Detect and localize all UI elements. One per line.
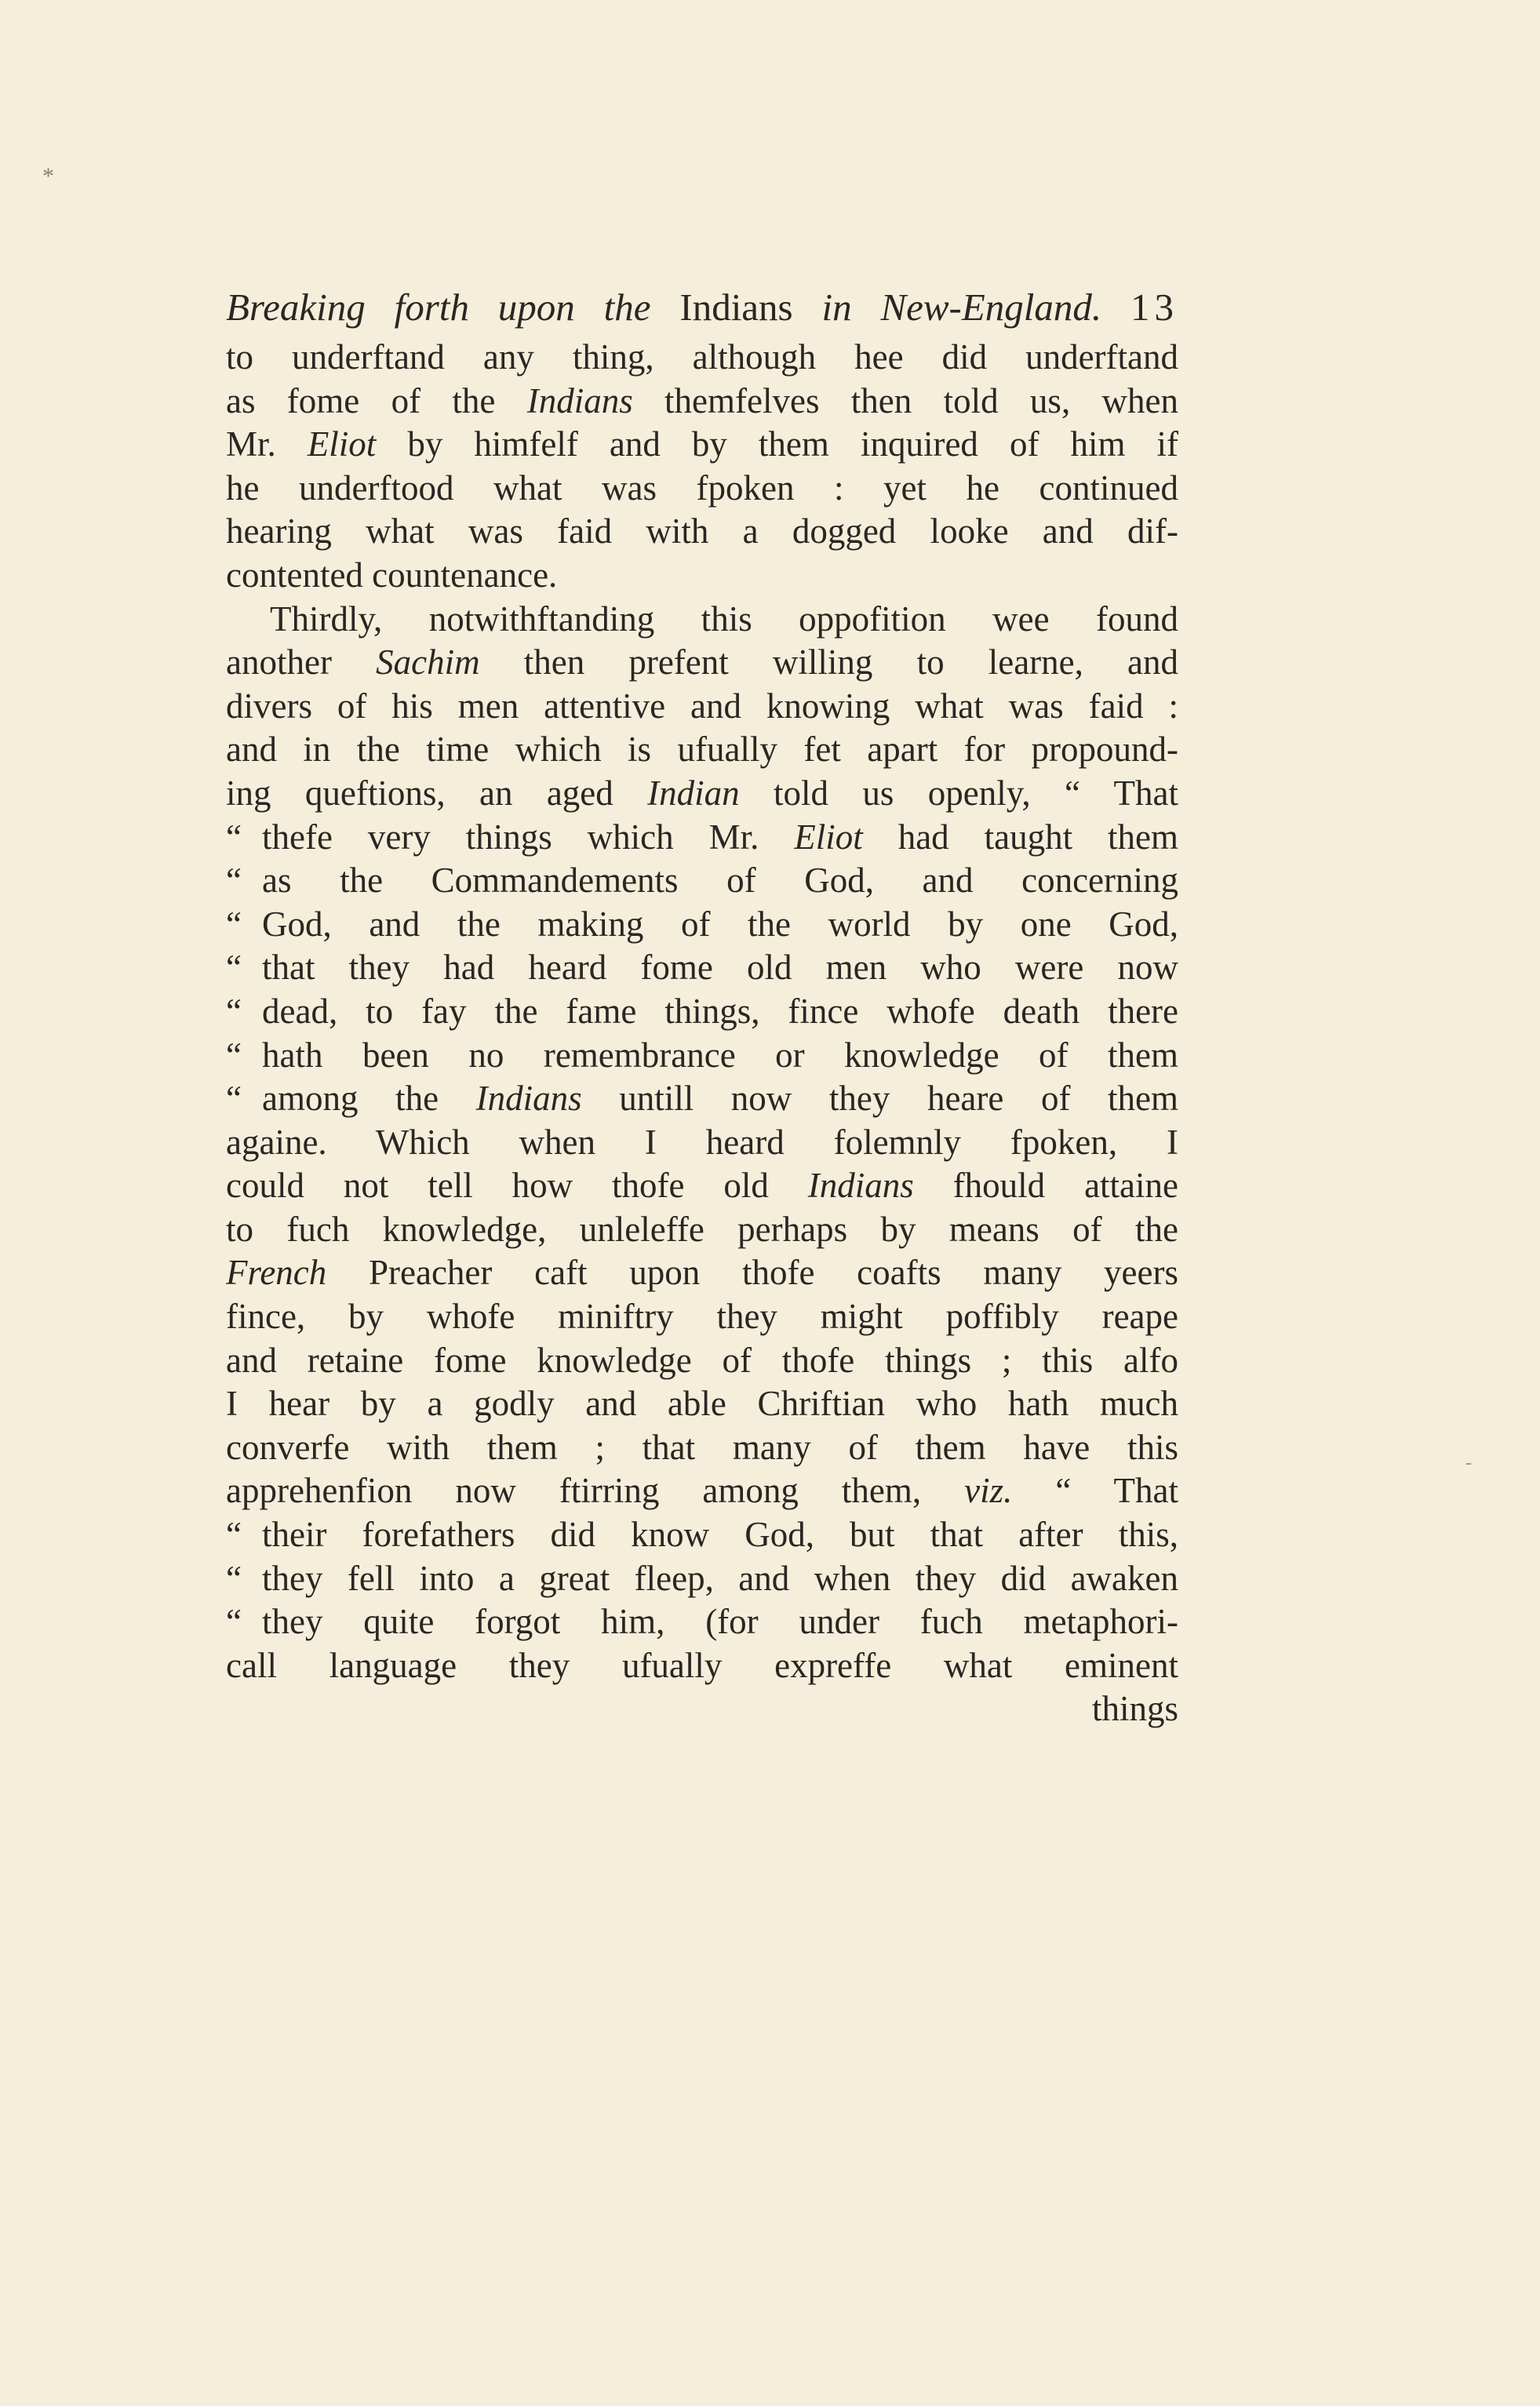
text-segment: that they had heard fome old men who were now <box>262 948 1178 988</box>
italic-term: Indians <box>807 1166 914 1206</box>
text-line <box>226 1513 1178 1557</box>
text-line <box>226 1034 1178 1078</box>
text-segment: God, and the making of the world by one God, <box>262 904 1178 944</box>
catchword: things <box>1091 1689 1178 1729</box>
body-text <box>226 336 1178 1687</box>
text-segment: and retaine fome knowledge of thofe things ; this alfo <box>226 1340 1178 1380</box>
text-segment: converfe with them ; that many of them have this <box>226 1427 1178 1467</box>
text-segment: to underftand any thing, although hee did underftand <box>226 337 1178 377</box>
running-head <box>226 279 1178 336</box>
text-segment: ing queftions, an aged <box>226 773 648 813</box>
text-segment: had taught them <box>862 817 1178 857</box>
text-segment: Preacher caft upon thofe coafts many yeers <box>326 1253 1178 1293</box>
text-segment: call language they ufually expreffe what eminent <box>226 1645 1178 1685</box>
text-segment: to fuch knowledge, unleleffe perhaps by means of the <box>226 1209 1178 1249</box>
italic-term: viz. <box>964 1471 1013 1511</box>
text-segment: could not tell how thofe old <box>226 1166 808 1206</box>
quote-mark: “ <box>226 1515 242 1555</box>
text-segment: another <box>226 642 377 682</box>
text-segment: among the <box>262 1079 476 1119</box>
italic-term: Indian <box>647 773 740 813</box>
text-segment: he underftood what was fpoken : yet he continued <box>226 468 1178 508</box>
text-line <box>226 1339 1178 1383</box>
text-line <box>226 380 1178 424</box>
text-segment: by himfelf and by them inquired of him if <box>376 424 1179 464</box>
text-segment: and in the time which is ufually fet apart for propound- <box>226 730 1178 770</box>
text-segment: thefe very things which Mr. <box>262 817 795 857</box>
italic-term: Indians <box>526 380 633 420</box>
text-line <box>226 946 1178 990</box>
quote-mark: “ <box>226 1558 242 1598</box>
quote-mark: “ <box>226 1035 242 1075</box>
text-segment: fhould attaine <box>913 1166 1179 1206</box>
text-segment: hath been no remembrance or knowledge of them <box>262 1035 1178 1075</box>
text-line <box>226 554 1178 598</box>
text-line <box>226 467 1178 511</box>
quote-mark: “ <box>226 861 242 901</box>
running-head-italic-2: in New-England. <box>821 286 1102 329</box>
page-number: 13 <box>1130 286 1179 329</box>
stray-mark: - <box>1465 1453 1472 1473</box>
text-line <box>226 859 1178 903</box>
text-line <box>226 336 1178 380</box>
text-segment: divers of his men attentive and knowing what was faid : <box>226 686 1178 726</box>
quote-mark: “ <box>226 817 242 857</box>
quote-mark: “ <box>226 991 242 1031</box>
text-line <box>226 772 1178 816</box>
margin-mark: * <box>42 163 54 189</box>
italic-term: French <box>226 1253 327 1293</box>
text-segment: as fome of the <box>226 380 527 420</box>
text-segment: apprehenfion now ftirring among them, <box>226 1471 965 1511</box>
text-segment: their forefathers did know God, but that after this, <box>262 1515 1178 1555</box>
text-segment: untill now they heare of them <box>581 1079 1178 1119</box>
text-segment: themfelves then told us, when <box>632 380 1178 420</box>
text-line <box>226 1121 1178 1165</box>
text-segment: hearing what was faid with a dogged looke and dif- <box>226 511 1178 551</box>
text-line <box>226 1208 1178 1252</box>
text-block <box>226 279 1178 1731</box>
text-line <box>226 903 1178 947</box>
text-line <box>226 641 1178 685</box>
text-segment: contented countenance. <box>226 555 558 595</box>
text-line <box>226 1382 1178 1426</box>
text-segment: Thirdly, notwithftanding this oppofition wee found <box>270 599 1178 639</box>
text-segment: I hear by a godly and able Chriftian who hath much <box>226 1384 1178 1424</box>
text-line <box>226 1600 1178 1644</box>
text-line <box>226 510 1178 554</box>
text-line <box>226 1077 1178 1121</box>
quote-mark: “ <box>226 1079 242 1119</box>
text-line <box>226 1164 1178 1208</box>
text-line <box>226 728 1178 772</box>
quote-mark: “ <box>226 904 242 944</box>
text-segment: againe. Which when I heard folemnly fpoken, I <box>226 1122 1178 1162</box>
text-line <box>226 1251 1178 1295</box>
text-segment: they quite forgot him, (for under fuch metaphori- <box>262 1602 1178 1642</box>
italic-term: Eliot <box>307 424 377 464</box>
text-line <box>226 423 1178 467</box>
text-line <box>226 990 1178 1034</box>
italic-term: Sachim <box>376 642 480 682</box>
text-line <box>226 1644 1178 1688</box>
text-segment: “ That <box>1012 1471 1179 1511</box>
text-segment: told us openly, “ That <box>739 773 1178 813</box>
text-line <box>226 816 1178 860</box>
text-line <box>226 1426 1178 1470</box>
text-segment: dead, to fay the fame things, fince whofe death there <box>262 991 1178 1031</box>
text-line <box>226 1557 1178 1601</box>
text-line <box>226 1469 1178 1513</box>
running-head-italic-1: Breaking forth upon the <box>226 286 651 329</box>
text-segment: fince, by whofe miniftry they might poffibly reape <box>226 1297 1178 1337</box>
text-segment: they fell into a great fleep, and when they did awaken <box>262 1558 1178 1598</box>
text-line <box>226 1295 1178 1339</box>
text-line <box>226 685 1178 729</box>
text-segment: then prefent willing to learne, and <box>479 642 1178 682</box>
quote-mark: “ <box>226 948 242 988</box>
italic-term: Indians <box>475 1079 582 1119</box>
text-line <box>226 598 1178 642</box>
text-segment: Mr. <box>226 424 308 464</box>
text-segment: as the Commandements of God, and concerning <box>262 861 1178 901</box>
running-head-roman: Indians <box>679 286 793 329</box>
quote-mark: “ <box>226 1602 242 1642</box>
italic-term: Eliot <box>794 817 863 857</box>
